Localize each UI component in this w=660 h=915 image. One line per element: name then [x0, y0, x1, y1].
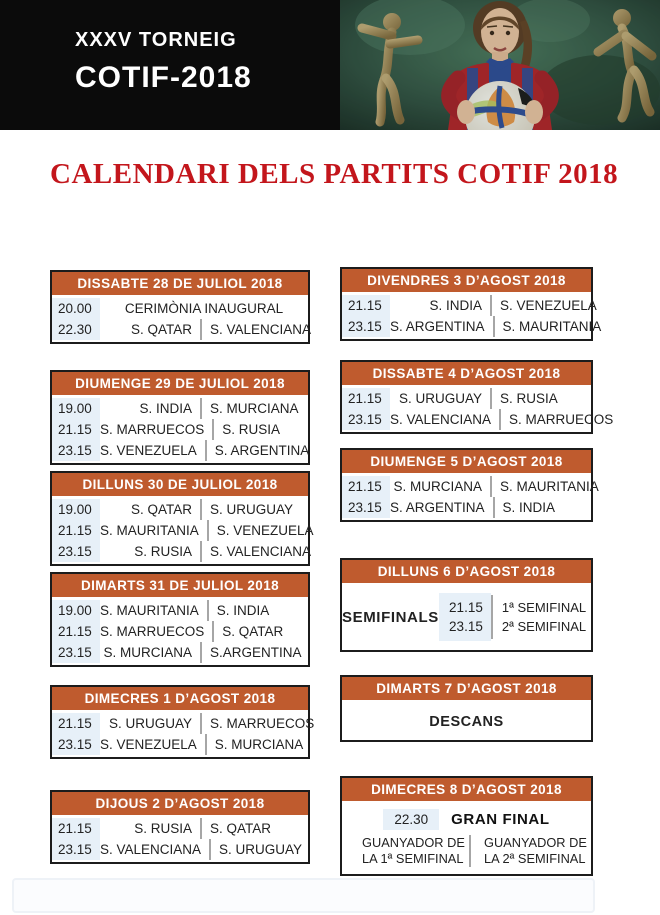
away-team: S. INDIA — [502, 500, 556, 515]
schedule-card — [340, 448, 599, 522]
schedule-card — [50, 270, 310, 344]
away-team: S. VALENCIANA — [210, 322, 312, 337]
home-team: S. ARGENTINA — [390, 319, 485, 334]
schedule-card — [50, 471, 314, 566]
home-team: S. ARGENTINA — [390, 500, 485, 515]
rest-day-label: DESCANS — [429, 713, 504, 730]
match-time: 21.15 — [342, 295, 390, 316]
home-team: S. VALENCIANA — [390, 412, 492, 427]
away-team: S. MAURITANIA — [502, 319, 602, 334]
home-team: S. QATAR — [130, 322, 192, 337]
card-date-header: DIMECRES 8 D’AGOST 2018 — [342, 778, 591, 801]
card-date-header: DIMARTS 7 D’AGOST 2018 — [342, 677, 591, 700]
match-row — [52, 298, 308, 319]
schedule-card — [340, 558, 593, 652]
match-row — [52, 319, 312, 340]
final-away-placeholder: GUANYADOR DE LA 2ª SEMIFINAL — [484, 835, 587, 866]
home-team: S. RUSIA — [134, 821, 192, 836]
match-time: 19.00 — [52, 600, 100, 621]
match-row — [342, 497, 591, 518]
match-time: 21.15 — [342, 388, 390, 409]
match-row — [52, 839, 308, 860]
home-team: S. QATAR — [130, 502, 192, 517]
schedule-card — [340, 776, 593, 876]
schedule-card — [50, 572, 310, 667]
schedule-card — [50, 370, 310, 465]
match-time: 22.30 — [52, 319, 100, 340]
away-team: S. VALENCIANA — [210, 544, 312, 559]
banner-tournament-name: COTIF-2018 — [75, 61, 252, 94]
match-time: 23.15 — [52, 440, 100, 461]
semifinals-label: SEMIFINALS — [342, 608, 439, 626]
home-team: S. MAURITANIA — [100, 523, 199, 538]
match-row — [52, 541, 312, 562]
event-name: CERIMÒNIA INAUGURAL — [124, 301, 284, 316]
match-time: 23.15 — [342, 497, 390, 518]
semifinals-body — [342, 586, 591, 650]
away-team: S. ARGENTINA — [214, 443, 310, 458]
semifinal-name: 1ª SEMIFINAL — [501, 600, 587, 615]
home-team: S. MURCIANA — [393, 479, 482, 494]
match-row — [52, 713, 315, 734]
schedule-card — [50, 685, 315, 759]
header-artwork-painting — [340, 0, 660, 130]
card-date-header: DIUMENGE 29 DE JULIOL 2018 — [52, 372, 308, 395]
card-date-header: DIUMENGE 5 D’AGOST 2018 — [342, 450, 591, 473]
card-date-header: DIMARTS 31 DE JULIOL 2018 — [52, 574, 308, 597]
away-team: S. URUGUAY — [210, 502, 294, 517]
home-team: S. VENEZUELA — [100, 737, 197, 752]
match-row — [342, 295, 597, 316]
away-team: S. RUSIA — [222, 422, 281, 437]
away-team: S. QATAR — [210, 821, 272, 836]
schedule-card — [50, 790, 310, 864]
home-team: S. MAURITANIA — [100, 603, 199, 618]
schedule-card — [340, 360, 614, 434]
match-row — [52, 499, 308, 520]
semifinal-names — [493, 598, 595, 636]
semifinal-times — [439, 593, 491, 641]
match-row — [52, 398, 308, 419]
card-body — [342, 476, 599, 520]
schedule-card — [340, 675, 593, 742]
match-time: 21.15 — [52, 818, 100, 839]
match-row — [52, 520, 314, 541]
away-team: S. INDIA — [216, 603, 270, 618]
match-time: 21.15 — [342, 476, 390, 497]
away-team: S. MURCIANA — [214, 737, 304, 752]
match-time: 20.00 — [52, 298, 100, 319]
away-team: S. MARRUECOS — [210, 716, 315, 731]
semifinal-time: 21.15 — [449, 600, 483, 615]
away-team: S. VENEZUELA — [500, 298, 597, 313]
card-body — [52, 499, 314, 564]
home-team: S. INDIA — [139, 401, 192, 416]
card-date-header: DISSABTE 4 D’AGOST 2018 — [342, 362, 591, 385]
away-team: S.ARGENTINA — [210, 645, 302, 660]
away-team: S. RUSIA — [500, 391, 558, 406]
page-title: CALENDARI DELS PARTITS COTIF 2018 — [50, 158, 619, 190]
home-team: S. MURCIANA — [103, 645, 192, 660]
final-home-placeholder: GUANYADOR DE LA 1ª SEMIFINAL — [362, 835, 465, 866]
final-time: 22.30 — [383, 809, 439, 830]
match-time: 21.15 — [52, 419, 100, 440]
away-team: S. URUGUAY — [219, 842, 303, 857]
match-time: 23.15 — [52, 734, 100, 755]
card-body — [52, 818, 308, 862]
match-row — [52, 440, 308, 461]
match-row — [52, 734, 308, 755]
home-team: S. VALENCIANA — [100, 842, 202, 857]
card-date-header: DISSABTE 28 DE JULIOL 2018 — [52, 272, 308, 295]
home-team: S. RUSIA — [134, 544, 192, 559]
card-date-header: DILLUNS 6 D’AGOST 2018 — [342, 560, 591, 583]
match-time: 19.00 — [52, 398, 100, 419]
away-team: S. VENEZUELA — [216, 523, 314, 538]
card-date-header: DIVENDRES 3 D’AGOST 2018 — [342, 269, 591, 292]
match-time: 21.15 — [52, 520, 100, 541]
match-time: 23.15 — [342, 409, 390, 430]
match-row — [52, 621, 308, 642]
away-team: S. MURCIANA — [210, 401, 299, 416]
match-time: 23.15 — [52, 541, 100, 562]
match-row — [342, 409, 614, 430]
card-body — [342, 295, 602, 339]
match-row — [342, 316, 602, 337]
card-body — [52, 713, 315, 757]
match-row — [342, 388, 591, 409]
match-row — [52, 642, 308, 663]
card-body — [52, 298, 312, 342]
card-date-header: DILLUNS 30 DE JULIOL 2018 — [52, 473, 308, 496]
away-team: S. MAURITANIA — [500, 479, 599, 494]
card-date-header: DIJOUS 2 D’AGOST 2018 — [52, 792, 308, 815]
match-time: 23.15 — [52, 839, 100, 860]
final-header-row — [342, 807, 591, 831]
card-body — [52, 398, 308, 463]
card-body — [52, 600, 308, 665]
away-team: S. MARRUECOS — [509, 412, 614, 427]
final-teams-row — [342, 835, 591, 867]
match-time: 19.00 — [52, 499, 100, 520]
match-time: 23.15 — [52, 642, 100, 663]
away-team: S. QATAR — [222, 624, 284, 639]
semifinal-name: 2ª SEMIFINAL — [501, 619, 587, 634]
banner-tournament-edition: XXXV TORNEIG — [75, 29, 237, 51]
home-team: S. MARRUECOS — [100, 624, 205, 639]
card-body — [342, 388, 614, 432]
card-date-header: DIMECRES 1 D’AGOST 2018 — [52, 687, 308, 710]
match-row — [52, 818, 308, 839]
schedule-card — [340, 267, 602, 341]
match-row — [52, 419, 308, 440]
home-team: S. URUGUAY — [398, 391, 482, 406]
match-row — [52, 600, 308, 621]
match-time: 21.15 — [52, 621, 100, 642]
home-team: S. MARRUECOS — [100, 422, 205, 437]
home-team: S. VENEZUELA — [100, 443, 197, 458]
match-time: 21.15 — [52, 713, 100, 734]
match-row — [342, 476, 599, 497]
match-time: 23.15 — [342, 316, 390, 337]
home-team: S. URUGUAY — [108, 716, 192, 731]
banner-text — [75, 30, 252, 93]
home-team: S. INDIA — [429, 298, 482, 313]
top-banner — [0, 0, 660, 130]
footer-bar — [12, 878, 595, 913]
final-label: GRAN FINAL — [451, 810, 550, 828]
semifinal-time: 23.15 — [449, 619, 483, 634]
